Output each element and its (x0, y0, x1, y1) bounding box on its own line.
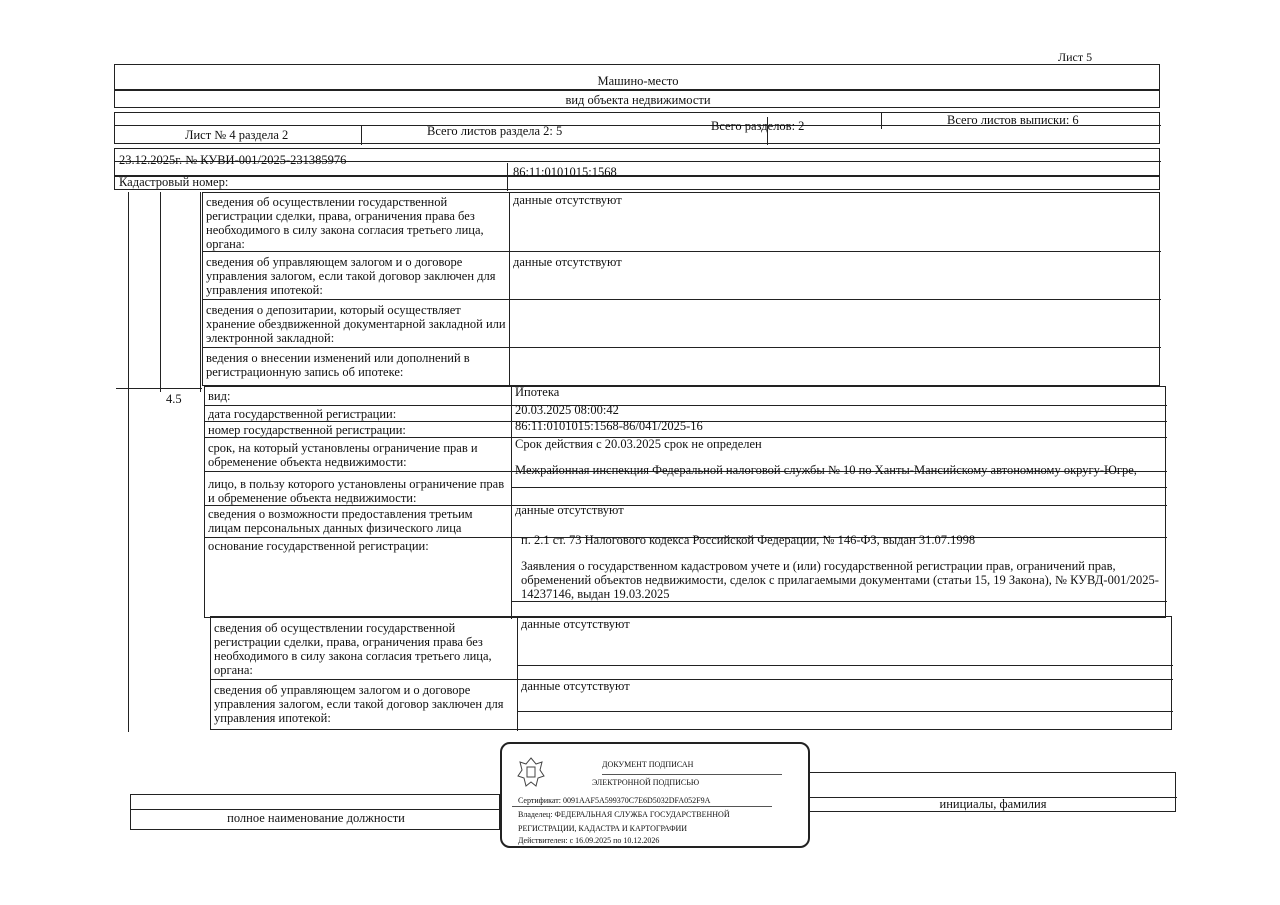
row-value: данные отсутствуют (515, 503, 624, 517)
row-label: вид: (208, 389, 231, 403)
row-value: данные отсутствуют (513, 193, 622, 207)
row-label: сведения об осуществлении государственной регистрации сделки, права, ограничения права без необходимого в силу закона согласия третьего лица, органа: (214, 621, 492, 677)
row-value-2: Заявления о государственном кадастровом учете и (или) государственной регистрации прав, ограничений прав, обременений объектов недвижимости, сделок с прилагаемыми документами (статьи 15, 19 Закона), № КУВД-001/2025-14237146, выдан 19.03.2025 (521, 559, 1159, 601)
row-label: сведения об управляющем залогом и о договоре управления залогом, если такой договор заключен для управления ипотекой: (206, 255, 496, 297)
stamp-valid: Действителен: с 16.09.2025 по 10.12.2026 (518, 836, 660, 845)
stamp-line-2: ЭЛЕКТРОННОЙ ПОДПИСЬЮ (592, 778, 700, 787)
row-label: сведения о депозитарии, который осуществляет хранение обездвиженной документарной закладной или электронной закладной: (206, 303, 506, 345)
total-sections: Всего разделов: 2 (711, 119, 805, 133)
object-type: Машино-место (597, 74, 679, 88)
row-value: данные отсутствуют (521, 679, 630, 693)
stamp-owner: Владелец: ФЕДЕРАЛЬНАЯ СЛУЖБА ГОСУДАРСТВЕННОЙ (518, 810, 730, 819)
row-value: 20.03.2025 08:00:42 (515, 403, 619, 417)
object-type-caption-box (114, 90, 1160, 108)
emblem-icon (516, 754, 546, 792)
stamp-owner-2: РЕГИСТРАЦИИ, КАДАСТРА И КАРТОГРАФИИ (518, 824, 688, 833)
cadastral-label: Кадастровый номер: (119, 175, 229, 189)
top-rows-table (202, 192, 1160, 386)
row-value: данные отсутствуют (521, 617, 630, 631)
row-label: номер государственной регистрации: (208, 423, 406, 437)
total-sheets-extract: Всего листов выписки: 6 (947, 113, 1079, 127)
signature-stamp (500, 742, 810, 848)
row-value: данные отсутствуют (513, 255, 622, 269)
lower-rows-table (210, 616, 1172, 730)
position-box (130, 794, 500, 830)
row-label: лицо, в пользу которого установлены ограничение прав и обременение объекта недвижимости: (208, 477, 505, 505)
row-label: дата государственной регистрации: (208, 407, 397, 421)
row-label: сведения о возможности предоставления третьим лицам персональных данных физического лица (208, 507, 473, 535)
row-value: Ипотека (515, 385, 560, 399)
stamp-cert: Сертификат: 0091AAF5A599370C7E6D5032DFA052F9A (518, 796, 711, 805)
main-rows-table (204, 386, 1166, 618)
row-value: Межрайонная инспекция Федеральной налоговой службы № 10 по Ханты-Мансийскому автономному округу-Югре, (515, 463, 1137, 477)
row-label: сведения об управляющем залогом и о договоре управления залогом, если такой договор заключен для управления ипотекой: (214, 683, 504, 725)
sheet-in-section: Лист № 4 раздела 2 (185, 128, 289, 142)
row-label: срок, на который установлены ограничение прав и обременение объекта недвижимости: (208, 441, 478, 469)
cadastral-box (114, 165, 1160, 190)
cadastral-value: 86:11:0101015:1568 (513, 165, 617, 179)
object-type-caption: вид объекта недвижимости (565, 93, 711, 107)
row-label: ведения о внесении изменений или дополнений в регистрационную запись об ипотеке: (206, 351, 470, 379)
sheet-number: Лист 5 (1058, 50, 1093, 64)
position-caption: полное наименование должности (227, 811, 405, 825)
row-value: п. 2.1 ст. 73 Налогового кодекса Российской Федерации, № 146-ФЗ, выдан 31.07.1998 (521, 533, 976, 547)
total-sheets-section: Всего листов раздела 2: 5 (427, 124, 563, 138)
initials-box (808, 772, 1176, 812)
sheet-info-box (114, 112, 1160, 144)
section-number: 4.5 (166, 392, 182, 406)
row-value: 86:11:0101015:1568-86/041/2025-16 (515, 419, 703, 433)
object-type-box (114, 64, 1160, 90)
stamp-line-1: ДОКУМЕНТ ПОДПИСАН (602, 760, 694, 769)
row-label: основание государственной регистрации: (208, 539, 429, 553)
date-number: 23.12.2025г. № КУВИ-001/2025-231385976 (119, 153, 347, 167)
date-number-box (114, 148, 1160, 176)
row-value: Срок действия с 20.03.2025 срок не определен (515, 437, 762, 451)
initials-caption: инициалы, фамилия (939, 797, 1047, 811)
row-label: сведения об осуществлении государственной регистрации сделки, права, ограничения права без необходимого в силу закона согласия третьего лица, органа: (206, 195, 484, 251)
